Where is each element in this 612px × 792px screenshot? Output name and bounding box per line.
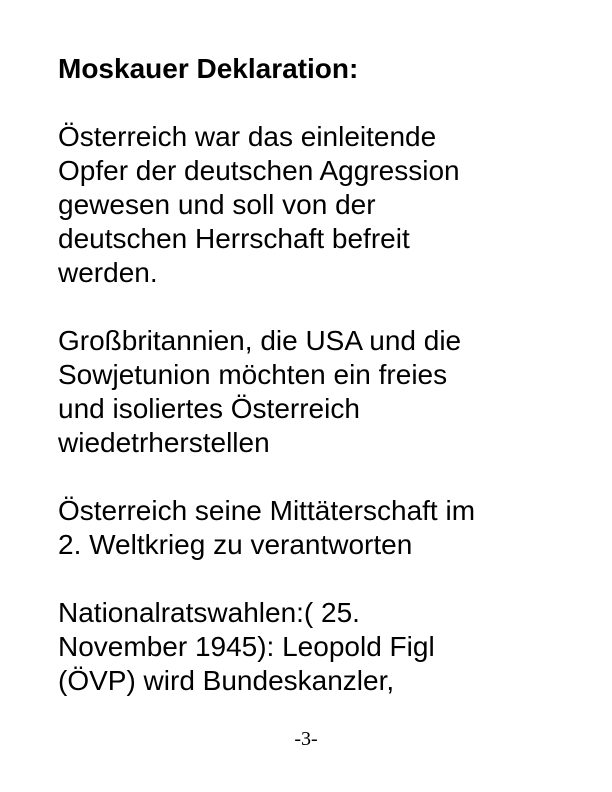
- text-line: Opfer der deutschen Aggression: [58, 155, 460, 186]
- page-heading: Moskauer Deklaration:: [58, 53, 359, 84]
- text-line: Großbritannien, die USA und die: [58, 325, 462, 356]
- text-line: Nationalratswahlen:( 25.: [58, 597, 360, 628]
- text-line: deutschen Herrschaft befreit: [58, 223, 410, 254]
- text-line: und isoliertes Österreich: [58, 393, 360, 424]
- text-line: Sowjetunion möchten ein freies: [58, 359, 448, 390]
- paragraph-elections: [58, 596, 558, 698]
- text-line: wiedetrherstellen: [58, 427, 270, 458]
- text-line: gewesen und soll von der: [58, 189, 376, 220]
- paragraph-moscow-declaration: [58, 120, 558, 290]
- paragraph-gap: [58, 290, 558, 324]
- text-line: Österreich seine Mittäterschaft im: [58, 495, 476, 526]
- paragraph-complicity: [58, 494, 558, 562]
- text-line: werden.: [58, 257, 158, 288]
- text-line: 2. Weltkrieg zu verantworten: [58, 529, 413, 560]
- text-line: November 1945): Leopold Figl: [58, 631, 435, 662]
- paragraph-gap: [58, 86, 558, 120]
- text-line: Österreich war das einleitende: [58, 121, 437, 152]
- paragraph-gap: [58, 562, 558, 596]
- paragraph-allies: [58, 324, 558, 460]
- page-number: -3-: [294, 728, 318, 750]
- paragraph-gap: [58, 460, 558, 494]
- text-line: (ÖVP) wird Bundeskanzler,: [58, 665, 395, 696]
- page-content: [58, 52, 558, 698]
